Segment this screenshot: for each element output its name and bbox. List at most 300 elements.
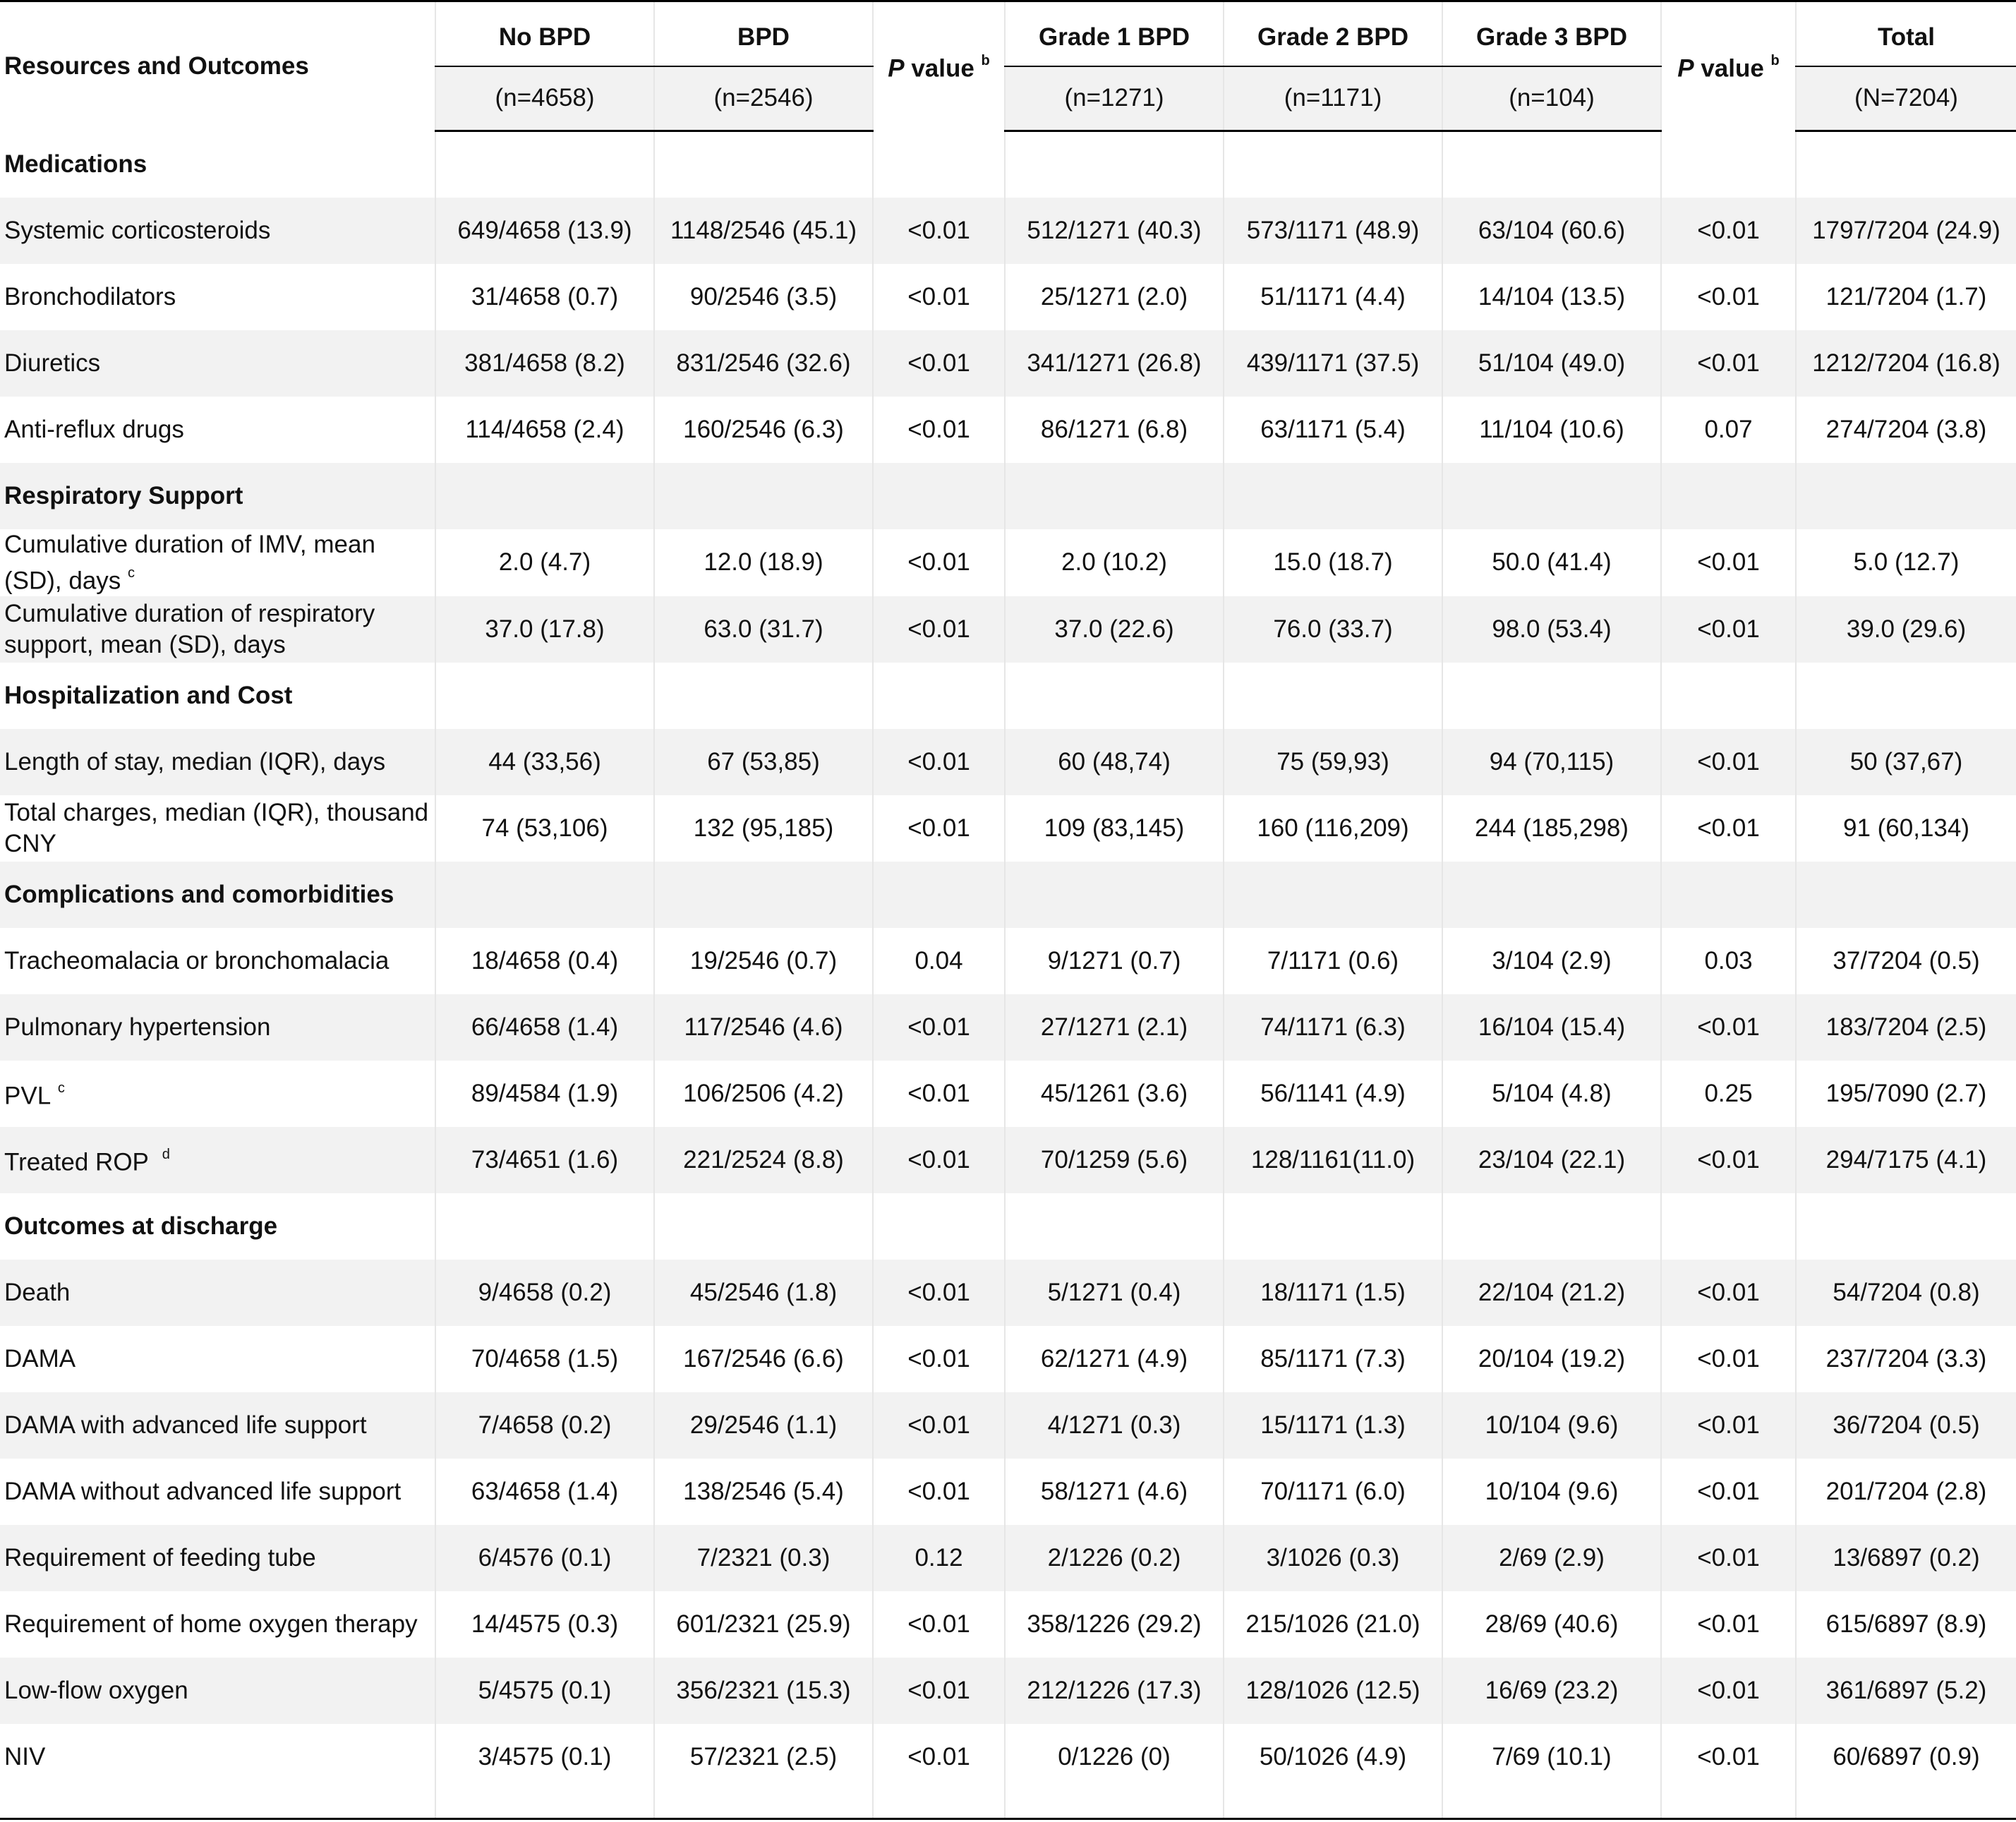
pvalue-cell (873, 1193, 1005, 1260)
pvalue-cell: <0.01 (873, 994, 1005, 1061)
pvalue-p: P (1677, 55, 1694, 83)
value-cell: 201/7204 (2.8) (1796, 1459, 2016, 1525)
header-pvalue-2 (1661, 1, 1796, 131)
value-cell: 167/2546 (6.6) (654, 1326, 873, 1392)
row-label-text: Treated ROP (4, 1148, 155, 1176)
section-row (0, 663, 2016, 729)
value-cell: 3/104 (2.9) (1442, 928, 1661, 994)
value-cell: 5.0 (12.7) (1796, 529, 2016, 597)
section-heading (0, 131, 435, 198)
row-label (0, 1127, 435, 1193)
value-cell: 106/2506 (4.2) (654, 1061, 873, 1127)
pvalue-text: value (1701, 55, 1764, 83)
value-cell: 37/7204 (0.5) (1796, 928, 2016, 994)
pvalue-cell: <0.01 (1661, 729, 1796, 795)
row-label-text: Pulmonary hypertension (4, 1013, 271, 1042)
row-label (0, 529, 435, 597)
pvalue-sup: b (1770, 53, 1780, 69)
row-label (0, 994, 435, 1061)
footer-cell (1224, 1790, 1442, 1818)
pvalue-cell (1661, 463, 1796, 529)
value-cell: 215/1026 (21.0) (1224, 1591, 1442, 1658)
pvalue-text: value (911, 55, 974, 83)
pvalue-cell: <0.01 (1661, 1127, 1796, 1193)
pvalue-cell: <0.01 (1661, 1260, 1796, 1326)
value-cell: 649/4658 (13.9) (435, 198, 654, 264)
value-cell (1796, 463, 2016, 529)
pvalue-cell (873, 663, 1005, 729)
row-label (0, 1459, 435, 1525)
value-cell: 70/4658 (1.5) (435, 1326, 654, 1392)
value-cell: 9/4658 (0.2) (435, 1260, 654, 1326)
row-label-text: PVL (4, 1082, 52, 1110)
pvalue-cell: <0.01 (873, 529, 1005, 597)
value-cell: 128/1161(11.0) (1224, 1127, 1442, 1193)
value-cell: 7/4658 (0.2) (435, 1392, 654, 1459)
value-cell (1796, 1193, 2016, 1260)
row-label-text: Requirement of home oxygen therapy (4, 1610, 418, 1639)
table-row (0, 994, 2016, 1061)
value-cell: 45/2546 (1.8) (654, 1260, 873, 1326)
value-cell: 573/1171 (48.9) (1224, 198, 1442, 264)
footer-cell (654, 1790, 873, 1818)
value-cell: 13/6897 (0.2) (1796, 1525, 2016, 1591)
table-row (0, 1591, 2016, 1658)
value-cell: 160 (116,209) (1224, 795, 1442, 862)
footer-cell (0, 1790, 435, 1818)
pvalue-cell: <0.01 (873, 1061, 1005, 1127)
header-group-grade3: Grade 3 BPD (1442, 1, 1661, 66)
row-label (0, 1326, 435, 1392)
pvalue-cell (1661, 663, 1796, 729)
value-cell: 1212/7204 (16.8) (1796, 330, 2016, 397)
value-cell: 28/69 (40.6) (1442, 1591, 1661, 1658)
row-label-text: Death (4, 1279, 71, 1307)
pvalue-cell (873, 862, 1005, 928)
footer-cell (1442, 1790, 1661, 1818)
pvalue-cell: <0.01 (873, 1459, 1005, 1525)
row-label (0, 1724, 435, 1790)
value-cell: 23/104 (22.1) (1442, 1127, 1661, 1193)
header-n-bpd: (n=2546) (654, 66, 873, 131)
table-row (0, 529, 2016, 597)
section-row (0, 463, 2016, 529)
value-cell: 244 (185,298) (1442, 795, 1661, 862)
value-cell: 74/1171 (6.3) (1224, 994, 1442, 1061)
value-cell (1796, 131, 2016, 198)
row-label (0, 397, 435, 463)
value-cell: 4/1271 (0.3) (1005, 1392, 1224, 1459)
row-label (0, 330, 435, 397)
pvalue-cell: <0.01 (1661, 1591, 1796, 1658)
row-label (0, 1591, 435, 1658)
pvalue-cell: <0.01 (873, 198, 1005, 264)
value-cell (1796, 663, 2016, 729)
pvalue-cell: <0.01 (873, 729, 1005, 795)
table-row (0, 198, 2016, 264)
header-n-no-bpd: (n=4658) (435, 66, 654, 131)
value-cell: 16/104 (15.4) (1442, 994, 1661, 1061)
section-heading (0, 1193, 435, 1260)
value-cell: 54/7204 (0.8) (1796, 1260, 2016, 1326)
row-label-text: Bronchodilators (4, 282, 176, 310)
row-label-text: Complications and comorbidities (4, 881, 394, 909)
value-cell (435, 862, 654, 928)
row-label (0, 1392, 435, 1459)
value-cell (654, 463, 873, 529)
value-cell (1224, 663, 1442, 729)
pvalue-cell: <0.01 (1661, 1724, 1796, 1790)
footer-cell (1005, 1790, 1224, 1818)
value-cell: 51/104 (49.0) (1442, 330, 1661, 397)
row-label (0, 729, 435, 795)
value-cell: 70/1259 (5.6) (1005, 1127, 1224, 1193)
value-cell: 39.0 (29.6) (1796, 596, 2016, 663)
row-label-text: Respiratory Support (4, 481, 243, 509)
row-label (0, 795, 435, 862)
table-row (0, 795, 2016, 862)
value-cell: 831/2546 (32.6) (654, 330, 873, 397)
value-cell: 221/2524 (8.8) (654, 1127, 873, 1193)
value-cell: 75 (59,93) (1224, 729, 1442, 795)
value-cell: 0/1226 (0) (1005, 1724, 1224, 1790)
value-cell: 91 (60,134) (1796, 795, 2016, 862)
footer-cell (1661, 1790, 1796, 1818)
value-cell: 358/1226 (29.2) (1005, 1591, 1224, 1658)
value-cell: 44 (33,56) (435, 729, 654, 795)
value-cell: 74 (53,106) (435, 795, 654, 862)
value-cell: 114/4658 (2.4) (435, 397, 654, 463)
section-row (0, 862, 2016, 928)
value-cell: 3/1026 (0.3) (1224, 1525, 1442, 1591)
pvalue-cell: <0.01 (873, 1260, 1005, 1326)
row-label-text: Cumulative duration of respiratory support, mean (SD), days (4, 600, 375, 659)
pvalue-cell: 0.25 (1661, 1061, 1796, 1127)
value-cell (1224, 131, 1442, 198)
pvalue-cell: <0.01 (1661, 795, 1796, 862)
table-row (0, 596, 2016, 663)
table-row (0, 1658, 2016, 1724)
value-cell (1005, 1193, 1224, 1260)
pvalue-cell: <0.01 (1661, 330, 1796, 397)
pvalue-cell: <0.01 (873, 1724, 1005, 1790)
row-label-text: Total charges, median (IQR), thousand CNY (4, 799, 429, 858)
value-cell: 89/4584 (1.9) (435, 1061, 654, 1127)
row-label-text: Requirement of feeding tube (4, 1544, 316, 1572)
row-label-text: Tracheomalacia or bronchomalacia (4, 947, 390, 975)
table-row (0, 397, 2016, 463)
value-cell: 66/4658 (1.4) (435, 994, 654, 1061)
table-row (0, 928, 2016, 994)
value-cell: 121/7204 (1.7) (1796, 264, 2016, 330)
value-cell (435, 463, 654, 529)
value-cell (1442, 1193, 1661, 1260)
value-cell: 73/4651 (1.6) (435, 1127, 654, 1193)
value-cell (1442, 862, 1661, 928)
value-cell (1005, 463, 1224, 529)
row-label-text: Low-flow oxygen (4, 1677, 188, 1705)
value-cell: 98.0 (53.4) (1442, 596, 1661, 663)
value-cell: 1148/2546 (45.1) (654, 198, 873, 264)
value-cell: 294/7175 (4.1) (1796, 1127, 2016, 1193)
value-cell: 2.0 (10.2) (1005, 529, 1224, 597)
value-cell (1224, 862, 1442, 928)
value-cell: 2/1226 (0.2) (1005, 1525, 1224, 1591)
value-cell: 5/104 (4.8) (1442, 1061, 1661, 1127)
table-row (0, 1724, 2016, 1790)
pvalue-cell: <0.01 (873, 1392, 1005, 1459)
value-cell: 58/1271 (4.6) (1005, 1459, 1224, 1525)
value-cell (435, 1193, 654, 1260)
header-n-total: (N=7204) (1796, 66, 2016, 131)
value-cell: 67 (53,85) (654, 729, 873, 795)
row-label-text: DAMA with advanced life support (4, 1411, 367, 1440)
pvalue-cell: <0.01 (873, 1591, 1005, 1658)
value-cell: 512/1271 (40.3) (1005, 198, 1224, 264)
row-label-text: Cumulative duration of IMV, mean (SD), days (4, 530, 375, 595)
value-cell: 7/2321 (0.3) (654, 1525, 873, 1591)
value-cell (654, 862, 873, 928)
pvalue-cell: <0.01 (1661, 529, 1796, 597)
header-group-bpd: BPD (654, 1, 873, 66)
value-cell: 50.0 (41.4) (1442, 529, 1661, 597)
row-label-text: Outcomes at discharge (4, 1212, 278, 1241)
value-cell: 615/6897 (8.9) (1796, 1591, 2016, 1658)
row-label (0, 928, 435, 994)
value-cell: 138/2546 (5.4) (654, 1459, 873, 1525)
pvalue-cell (873, 463, 1005, 529)
value-cell: 18/4658 (0.4) (435, 928, 654, 994)
section-row (0, 1193, 2016, 1260)
pvalue-cell: <0.01 (873, 1326, 1005, 1392)
value-cell: 76.0 (33.7) (1224, 596, 1442, 663)
table-body (0, 131, 2016, 1819)
value-cell: 57/2321 (2.5) (654, 1724, 873, 1790)
value-cell (1224, 1193, 1442, 1260)
pvalue-cell (1661, 1193, 1796, 1260)
table-row (0, 1525, 2016, 1591)
footnote-marker: c (57, 1080, 65, 1097)
footnote-marker: c (128, 565, 135, 581)
row-label (0, 1525, 435, 1591)
table-row (0, 1326, 2016, 1392)
pvalue-cell (1661, 862, 1796, 928)
value-cell (1005, 862, 1224, 928)
pvalue-cell (873, 131, 1005, 198)
row-label (0, 198, 435, 264)
header-group-grade1: Grade 1 BPD (1005, 1, 1224, 66)
value-cell: 128/1026 (12.5) (1224, 1658, 1442, 1724)
value-cell: 237/7204 (3.3) (1796, 1326, 2016, 1392)
header-n-grade3: (n=104) (1442, 66, 1661, 131)
row-label (0, 264, 435, 330)
header-group-total: Total (1796, 1, 2016, 66)
value-cell (654, 131, 873, 198)
value-cell: 160/2546 (6.3) (654, 397, 873, 463)
value-cell (1005, 131, 1224, 198)
value-cell: 45/1261 (3.6) (1005, 1061, 1224, 1127)
table-row (0, 1392, 2016, 1459)
value-cell: 37.0 (22.6) (1005, 596, 1224, 663)
value-cell: 50 (37,67) (1796, 729, 2016, 795)
header-label: Resources and Outcomes (4, 52, 309, 80)
pvalue-cell: <0.01 (1661, 1392, 1796, 1459)
value-cell: 439/1171 (37.5) (1224, 330, 1442, 397)
row-label (0, 596, 435, 663)
value-cell: 63/104 (60.6) (1442, 198, 1661, 264)
pvalue-cell: <0.01 (1661, 1525, 1796, 1591)
header-group-no-bpd: No BPD (435, 1, 654, 66)
value-cell: 25/1271 (2.0) (1005, 264, 1224, 330)
pvalue-p: P (888, 55, 905, 83)
value-cell: 7/69 (10.1) (1442, 1724, 1661, 1790)
row-label-text: Hospitalization and Cost (4, 682, 293, 710)
table-header (0, 1, 2016, 131)
value-cell: 212/1226 (17.3) (1005, 1658, 1224, 1724)
pvalue-cell: <0.01 (1661, 198, 1796, 264)
value-cell: 274/7204 (3.8) (1796, 397, 2016, 463)
table-row (0, 1127, 2016, 1193)
pvalue-cell: <0.01 (1661, 596, 1796, 663)
value-cell: 18/1171 (1.5) (1224, 1260, 1442, 1326)
footer-cell (873, 1790, 1005, 1818)
value-cell: 109 (83,145) (1005, 795, 1224, 862)
pvalue-cell: <0.01 (1661, 1658, 1796, 1724)
value-cell: 14/4575 (0.3) (435, 1591, 654, 1658)
value-cell: 341/1271 (26.8) (1005, 330, 1224, 397)
value-cell: 601/2321 (25.9) (654, 1591, 873, 1658)
pvalue-cell (1661, 131, 1796, 198)
table-row (0, 1260, 2016, 1326)
section-heading (0, 663, 435, 729)
value-cell: 132 (95,185) (654, 795, 873, 862)
value-cell: 56/1141 (4.9) (1224, 1061, 1442, 1127)
value-cell: 11/104 (10.6) (1442, 397, 1661, 463)
row-label-text: DAMA (4, 1345, 76, 1373)
value-cell: 60/6897 (0.9) (1796, 1724, 2016, 1790)
pvalue-cell: <0.01 (873, 397, 1005, 463)
value-cell: 15.0 (18.7) (1224, 529, 1442, 597)
header-n-grade2: (n=1171) (1224, 66, 1442, 131)
section-heading (0, 862, 435, 928)
table-row (0, 1459, 2016, 1525)
value-cell: 183/7204 (2.5) (1796, 994, 2016, 1061)
value-cell: 85/1171 (7.3) (1224, 1326, 1442, 1392)
value-cell: 5/4575 (0.1) (435, 1658, 654, 1724)
value-cell: 15/1171 (1.3) (1224, 1392, 1442, 1459)
header-n-grade1: (n=1271) (1005, 66, 1224, 131)
value-cell (654, 1193, 873, 1260)
value-cell: 63/4658 (1.4) (435, 1459, 654, 1525)
value-cell: 50/1026 (4.9) (1224, 1724, 1442, 1790)
pvalue-cell: <0.01 (873, 1658, 1005, 1724)
value-cell (435, 131, 654, 198)
value-cell (1796, 862, 2016, 928)
value-cell: 62/1271 (4.9) (1005, 1326, 1224, 1392)
value-cell: 63.0 (31.7) (654, 596, 873, 663)
value-cell: 10/104 (9.6) (1442, 1392, 1661, 1459)
pvalue-cell: 0.12 (873, 1525, 1005, 1591)
value-cell: 19/2546 (0.7) (654, 928, 873, 994)
row-label (0, 1260, 435, 1326)
value-cell: 70/1171 (6.0) (1224, 1459, 1442, 1525)
row-label-text: Anti-reflux drugs (4, 415, 184, 443)
value-cell (1442, 663, 1661, 729)
value-cell: 12.0 (18.9) (654, 529, 873, 597)
value-cell (654, 663, 873, 729)
value-cell: 7/1171 (0.6) (1224, 928, 1442, 994)
section-row (0, 131, 2016, 198)
pvalue-cell: 0.03 (1661, 928, 1796, 994)
table-row (0, 264, 2016, 330)
row-label-text: Systemic corticosteroids (4, 216, 271, 244)
value-cell: 361/6897 (5.2) (1796, 1658, 2016, 1724)
row-label-text: Length of stay, median (IQR), days (4, 748, 386, 776)
pvalue-cell: <0.01 (1661, 1459, 1796, 1525)
value-cell: 22/104 (21.2) (1442, 1260, 1661, 1326)
value-cell (1442, 463, 1661, 529)
row-label-text: Medications (4, 150, 147, 178)
row-label-text: DAMA without advanced life support (4, 1478, 402, 1506)
value-cell: 14/104 (13.5) (1442, 264, 1661, 330)
value-cell (435, 663, 654, 729)
pvalue-cell: 0.07 (1661, 397, 1796, 463)
footnote-marker: d (162, 1147, 170, 1163)
value-cell: 2/69 (2.9) (1442, 1525, 1661, 1591)
value-cell: 117/2546 (4.6) (654, 994, 873, 1061)
table-row (0, 729, 2016, 795)
header-pvalue-1 (873, 1, 1005, 131)
value-cell: 9/1271 (0.7) (1005, 928, 1224, 994)
pvalue-cell: <0.01 (1661, 264, 1796, 330)
pvalue-cell: <0.01 (873, 264, 1005, 330)
value-cell: 31/4658 (0.7) (435, 264, 654, 330)
value-cell: 86/1271 (6.8) (1005, 397, 1224, 463)
value-cell: 16/69 (23.2) (1442, 1658, 1661, 1724)
value-cell: 6/4576 (0.1) (435, 1525, 654, 1591)
value-cell: 3/4575 (0.1) (435, 1724, 654, 1790)
pvalue-cell: <0.01 (873, 596, 1005, 663)
value-cell: 5/1271 (0.4) (1005, 1260, 1224, 1326)
pvalue-sup: b (981, 53, 990, 69)
value-cell: 27/1271 (2.1) (1005, 994, 1224, 1061)
value-cell: 195/7090 (2.7) (1796, 1061, 2016, 1127)
table-row (0, 330, 2016, 397)
value-cell: 10/104 (9.6) (1442, 1459, 1661, 1525)
value-cell: 94 (70,115) (1442, 729, 1661, 795)
value-cell: 63/1171 (5.4) (1224, 397, 1442, 463)
value-cell: 2.0 (4.7) (435, 529, 654, 597)
section-heading (0, 463, 435, 529)
table-footer-row (0, 1790, 2016, 1818)
header-group-grade2: Grade 2 BPD (1224, 1, 1442, 66)
value-cell: 29/2546 (1.1) (654, 1392, 873, 1459)
row-label-text: Diuretics (4, 349, 101, 377)
value-cell: 381/4658 (8.2) (435, 330, 654, 397)
pvalue-cell: <0.01 (873, 1127, 1005, 1193)
pvalue-cell: 0.04 (873, 928, 1005, 994)
value-cell (1224, 463, 1442, 529)
pvalue-cell: <0.01 (873, 330, 1005, 397)
pvalue-cell: <0.01 (1661, 1326, 1796, 1392)
value-cell: 20/104 (19.2) (1442, 1326, 1661, 1392)
value-cell: 60 (48,74) (1005, 729, 1224, 795)
value-cell: 36/7204 (0.5) (1796, 1392, 2016, 1459)
value-cell: 37.0 (17.8) (435, 596, 654, 663)
row-label-text: NIV (4, 1743, 46, 1771)
value-cell (1442, 131, 1661, 198)
footer-cell (435, 1790, 654, 1818)
